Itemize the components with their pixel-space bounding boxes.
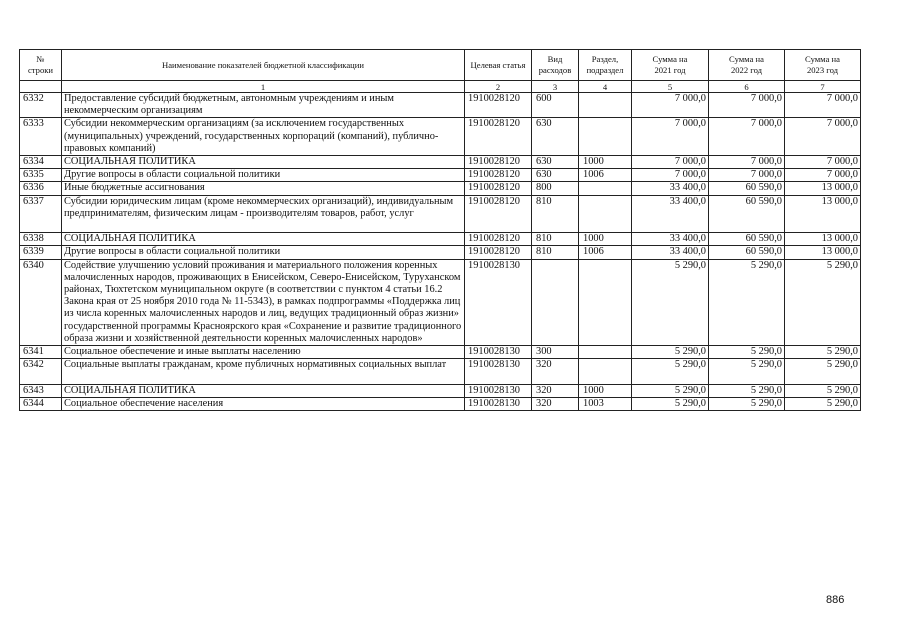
col-indicator-name-cell: Субсидии юридическим лицам (кроме некоммерческих организаций), индивидуальным предпринимателям, физическим лицам - производителям товаров, работ, услуг (62, 195, 465, 233)
col-sum-2021-cell: 5 290,0 (632, 359, 709, 384)
col-row-number-cell: 6343 (20, 384, 62, 397)
col-expense-type-cell: 810 (532, 195, 579, 233)
budget-table (19, 49, 861, 411)
header-row (20, 50, 861, 81)
col-expense-type-cell: 300 (532, 346, 579, 359)
col-section-cell (579, 93, 632, 118)
page-number: 886 (826, 594, 845, 606)
column-number: 7 (785, 81, 861, 93)
col-sum-2021-cell: 7 000,0 (632, 169, 709, 182)
col-expense-type-cell: 800 (532, 182, 579, 195)
col-expense-type-cell (532, 259, 579, 345)
col-row-number-cell: 6337 (20, 195, 62, 233)
col-row-number-cell: 6333 (20, 118, 62, 156)
col-indicator-name-header: Наименование показателей бюджетной классификации (62, 50, 465, 81)
col-section-cell: 1000 (579, 233, 632, 246)
col-sum-2023-cell: 5 290,0 (785, 346, 861, 359)
table-row (20, 93, 861, 118)
table-row (20, 397, 861, 410)
col-row-number-cell: 6338 (20, 233, 62, 246)
col-expense-type-cell: 810 (532, 233, 579, 246)
col-sum-2021-cell: 33 400,0 (632, 233, 709, 246)
col-target-article-cell: 1910028130 (465, 259, 532, 345)
col-indicator-name-cell: СОЦИАЛЬНАЯ ПОЛИТИКА (62, 384, 465, 397)
column-number (20, 81, 62, 93)
col-sum-2021-cell: 7 000,0 (632, 118, 709, 156)
col-indicator-name-cell: Социальные выплаты гражданам, кроме публичных нормативных социальных выплат (62, 359, 465, 384)
col-target-article-cell: 1910028120 (465, 182, 532, 195)
col-indicator-name-cell: СОЦИАЛЬНАЯ ПОЛИТИКА (62, 233, 465, 246)
col-sum-2022-cell: 60 590,0 (709, 182, 785, 195)
col-sum-2023-cell: 7 000,0 (785, 169, 861, 182)
table-row (20, 359, 861, 384)
col-target-article-header: Целевая статья (465, 50, 532, 81)
col-sum-2021-cell: 33 400,0 (632, 246, 709, 259)
column-number: 1 (62, 81, 465, 93)
col-row-number-cell: 6339 (20, 246, 62, 259)
col-sum-2021-cell: 7 000,0 (632, 156, 709, 169)
column-number: 5 (632, 81, 709, 93)
col-sum-2021-cell: 33 400,0 (632, 182, 709, 195)
col-sum-2021-cell: 33 400,0 (632, 195, 709, 233)
col-indicator-name-cell: СОЦИАЛЬНАЯ ПОЛИТИКА (62, 156, 465, 169)
col-row-number-cell: 6344 (20, 397, 62, 410)
col-row-number-cell: 6341 (20, 346, 62, 359)
col-indicator-name-cell: Иные бюджетные ассигнования (62, 182, 465, 195)
col-row-number-cell: 6335 (20, 169, 62, 182)
col-section-cell (579, 182, 632, 195)
col-target-article-cell: 1910028120 (465, 233, 532, 246)
col-sum-2023-header: Сумма на 2023 год (785, 50, 861, 81)
col-section-cell: 1006 (579, 246, 632, 259)
col-sum-2021-cell: 5 290,0 (632, 346, 709, 359)
col-expense-type-cell: 320 (532, 397, 579, 410)
col-indicator-name-cell: Предоставление субсидий бюджетным, автономным учреждениям и иным некоммерческим организациям (62, 93, 465, 118)
col-expense-type-cell: 630 (532, 169, 579, 182)
table-header (20, 50, 861, 93)
col-target-article-cell: 1910028120 (465, 93, 532, 118)
col-sum-2022-cell: 60 590,0 (709, 246, 785, 259)
table-row (20, 156, 861, 169)
col-row-number-header: № строки (20, 50, 62, 81)
col-sum-2022-cell: 5 290,0 (709, 346, 785, 359)
col-section-header: Раздел, подраздел (579, 50, 632, 81)
col-sum-2022-cell: 7 000,0 (709, 169, 785, 182)
col-expense-type-cell: 320 (532, 384, 579, 397)
col-expense-type-cell: 320 (532, 359, 579, 384)
col-sum-2021-cell: 7 000,0 (632, 93, 709, 118)
table-row (20, 118, 861, 156)
budget-sheet (19, 49, 861, 411)
col-sum-2022-cell: 5 290,0 (709, 384, 785, 397)
col-sum-2022-cell: 60 590,0 (709, 195, 785, 233)
col-sum-2023-cell: 7 000,0 (785, 118, 861, 156)
col-target-article-cell: 1910028120 (465, 118, 532, 156)
col-row-number-cell: 6336 (20, 182, 62, 195)
col-indicator-name-cell: Другие вопросы в области социальной политики (62, 169, 465, 182)
col-sum-2023-cell: 13 000,0 (785, 195, 861, 233)
col-section-cell (579, 346, 632, 359)
col-row-number-cell: 6332 (20, 93, 62, 118)
col-target-article-cell: 1910028130 (465, 359, 532, 384)
table-row (20, 246, 861, 259)
column-number: 2 (465, 81, 532, 93)
col-indicator-name-cell: Социальное обеспечение населения (62, 397, 465, 410)
col-target-article-cell: 1910028120 (465, 246, 532, 259)
col-sum-2023-cell: 13 000,0 (785, 233, 861, 246)
col-sum-2022-cell: 7 000,0 (709, 118, 785, 156)
col-target-article-cell: 1910028130 (465, 397, 532, 410)
col-row-number-cell: 6340 (20, 259, 62, 345)
col-expense-type-cell: 810 (532, 246, 579, 259)
column-number-row (20, 81, 861, 93)
col-sum-2023-cell: 13 000,0 (785, 246, 861, 259)
col-indicator-name-cell: Социальное обеспечение и иные выплаты населению (62, 346, 465, 359)
table-row (20, 233, 861, 246)
col-sum-2023-cell: 5 290,0 (785, 384, 861, 397)
col-sum-2023-cell: 7 000,0 (785, 156, 861, 169)
col-sum-2022-cell: 7 000,0 (709, 156, 785, 169)
col-sum-2023-cell: 5 290,0 (785, 259, 861, 345)
col-sum-2023-cell: 7 000,0 (785, 93, 861, 118)
col-sum-2023-cell: 5 290,0 (785, 397, 861, 410)
col-expense-type-cell: 630 (532, 118, 579, 156)
col-sum-2022-cell: 5 290,0 (709, 259, 785, 345)
table-body (20, 93, 861, 411)
col-section-cell (579, 359, 632, 384)
col-expense-type-header: Вид расходов (532, 50, 579, 81)
col-section-cell (579, 195, 632, 233)
col-target-article-cell: 1910028130 (465, 346, 532, 359)
table-row (20, 169, 861, 182)
column-number: 6 (709, 81, 785, 93)
col-sum-2021-cell: 5 290,0 (632, 397, 709, 410)
col-sum-2022-cell: 5 290,0 (709, 359, 785, 384)
col-section-cell: 1006 (579, 169, 632, 182)
table-row (20, 346, 861, 359)
col-expense-type-cell: 600 (532, 93, 579, 118)
col-sum-2022-cell: 5 290,0 (709, 397, 785, 410)
col-target-article-cell: 1910028120 (465, 195, 532, 233)
col-target-article-cell: 1910028120 (465, 156, 532, 169)
col-row-number-cell: 6334 (20, 156, 62, 169)
col-target-article-cell: 1910028120 (465, 169, 532, 182)
col-sum-2023-cell: 13 000,0 (785, 182, 861, 195)
col-indicator-name-cell: Другие вопросы в области социальной политики (62, 246, 465, 259)
col-section-cell (579, 118, 632, 156)
col-sum-2022-cell: 7 000,0 (709, 93, 785, 118)
table-row (20, 384, 861, 397)
col-target-article-cell: 1910028130 (465, 384, 532, 397)
col-sum-2023-cell: 5 290,0 (785, 359, 861, 384)
col-section-cell: 1000 (579, 384, 632, 397)
col-indicator-name-cell: Субсидии некоммерческим организациям (за исключением государственных (муниципальных) учреждений, государственных корпораций (компаний), публично-правовых компаний) (62, 118, 465, 156)
col-sum-2021-cell: 5 290,0 (632, 259, 709, 345)
col-sum-2022-cell: 60 590,0 (709, 233, 785, 246)
col-row-number-cell: 6342 (20, 359, 62, 384)
table-row (20, 195, 861, 233)
col-section-cell: 1003 (579, 397, 632, 410)
col-sum-2021-header: Сумма на 2021 год (632, 50, 709, 81)
column-number: 3 (532, 81, 579, 93)
col-section-cell: 1000 (579, 156, 632, 169)
col-sum-2022-header: Сумма на 2022 год (709, 50, 785, 81)
table-row (20, 182, 861, 195)
col-indicator-name-cell: Содействие улучшению условий проживания и материального положения коренных малочисленных народов, проживающих в Енисейском, Северо-Енисейском, Туруханском районах, Тюхтетском муниципальном округе (в соответствии с пунктом 4 статьи 16.2 Закона края от 25 ноября 2010 года № 11-5343), в рамках подпрограммы «Поддержка лиц из числа коренных малочисленных народов и лиц, ведущих традиционный образ жизни» государственной программы Красноярского края «Сохранение и развитие традиционного образа жизни и хозяйственной деятельности коренных малочисленных народов» (62, 259, 465, 345)
col-sum-2021-cell: 5 290,0 (632, 384, 709, 397)
table-row (20, 259, 861, 345)
column-number: 4 (579, 81, 632, 93)
col-section-cell (579, 259, 632, 345)
col-expense-type-cell: 630 (532, 156, 579, 169)
